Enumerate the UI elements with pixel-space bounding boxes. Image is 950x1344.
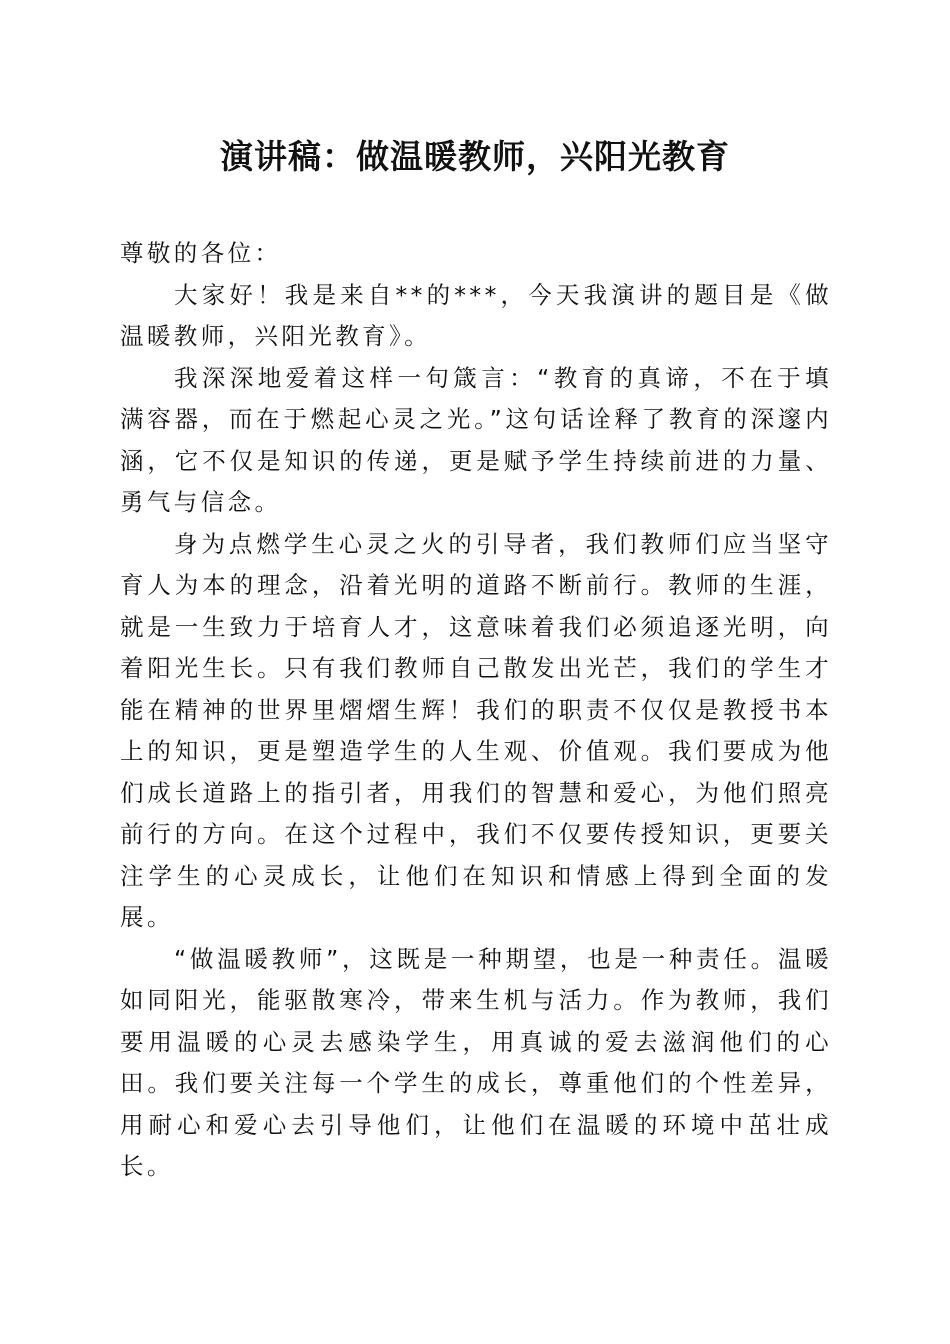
document-body bbox=[120, 233, 832, 1188]
salutation: 尊敬的各位： bbox=[120, 239, 282, 267]
paragraph-greeting: 大家好！我是来自**的***，今天我演讲的题目是《做温暖教师，兴阳光教育》。 bbox=[120, 280, 832, 350]
paragraph-warm-teacher: “做温暖教师”，这既是一种期望，也是一种责任。温暖如同阳光，能驱散寒冷，带来生机与活力。作为教师，我们要用温暖的心灵去感染学生，用真诚的爱去滋润他们的心田。我们要关注每一个学生的成长，尊重他们的个性差异，用耐心和爱心去引导他们，让他们在温暖的环境中茁壮成长。 bbox=[120, 944, 832, 1180]
paragraph-motto: 我深深地爱着这样一句箴言：“教育的真谛，不在于填满容器，而在于燃起心灵之光。”这句话诠释了教育的深邃内涵，它不仅是知识的传递，更是赋予学生持续前进的力量、勇气与信念。 bbox=[120, 363, 832, 516]
paragraph-teacher-role: 身为点燃学生心灵之火的引导者，我们教师们应当坚守育人为本的理念，沿着光明的道路不断前行。教师的生涯，就是一生致力于培育人才，这意味着我们必须追逐光明，向着阳光生长。只有我们教师自己散发出光芒，我们的学生才能在精神的世界里熠熠生辉！我们的职责不仅仅是教授书本上的知识，更是塑造学生的人生观、价值观。我们要成为他们成长道路上的指引者，用我们的智慧和爱心，为他们照亮前行的方向。在这个过程中，我们不仅要传授知识，更要关注学生的心灵成长，让他们在知识和情感上得到全面的发展。 bbox=[120, 529, 832, 931]
page-title: 演讲稿：做温暖教师，兴阳光教育 bbox=[220, 137, 730, 176]
